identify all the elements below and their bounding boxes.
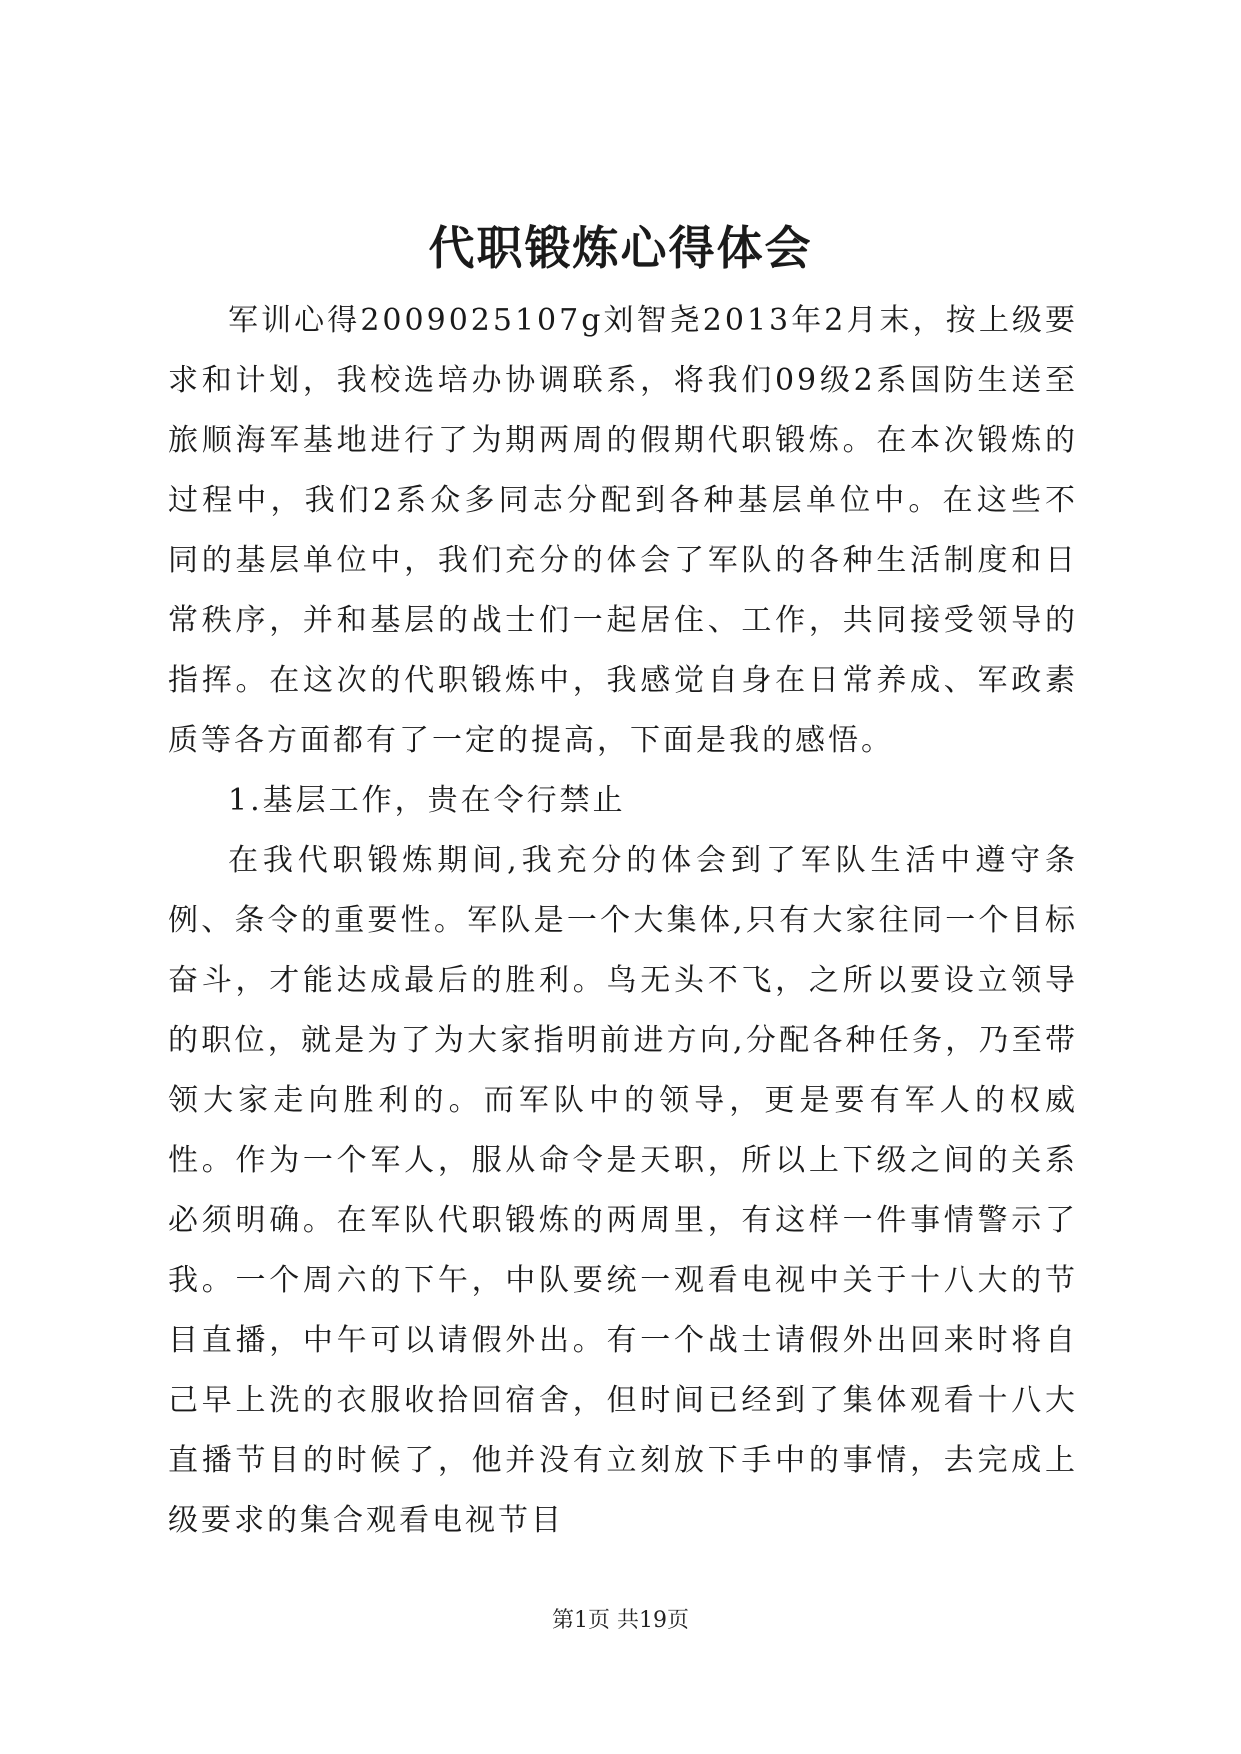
page-footer: 第1页 共19页 xyxy=(552,1608,689,1633)
paragraph-section-1: 在我代职锻炼期间,我充分的体会到了军队生活中遵守条例、条令的重要性。军队是一个大集体,只有大家往同一个目标奋斗，才能达成最后的胜利。鸟无头不飞，之所以要设立领导的职位，就是为了为大家指明前进方向,分配各种任务，乃至带领大家走向胜利的。而军队中的领导，更是要有军人的权威性。作为一个军人，服从命令是天职，所以上下级之间的关系必须明确。在军队代职锻炼的两周里，有这样一件事情警示了我。一个周六的下午，中队要统一观看电视中关于十八大的节目直播，中午可以请假外出。有一个战士请假外出回来时将自己早上洗的衣服收拾回宿舍，但时间已经到了集体观看十八大直播节目的时候了，他并没有立刻放下手中的事情，去完成上级要求的集合观看电视节目 xyxy=(168,843,1078,1538)
paragraph-intro: 军训心得2009025107g刘智尧2013年2月末，按上级要求和计划，我校选培办协调联系，将我们09级2系国防生送至旅顺海军基地进行了为期两周的假期代职锻炼。在本次锻炼的过程中，我们2系众多同志分配到各种基层单位中。在这些不同的基层单位中，我们充分的体会了军队的各种生活制度和日常秩序，并和基层的战士们一起居住、工作，共同接受领导的指挥。在这次的代职锻炼中，我感觉自身在日常养成、军政素质等各方面都有了一定的提高，下面是我的感悟。 xyxy=(168,303,1078,758)
document-title: 代职锻炼心得体会 xyxy=(428,221,813,275)
document-body xyxy=(168,291,1078,1551)
section-heading: 1.基层工作，贵在令行禁止 xyxy=(228,783,626,818)
